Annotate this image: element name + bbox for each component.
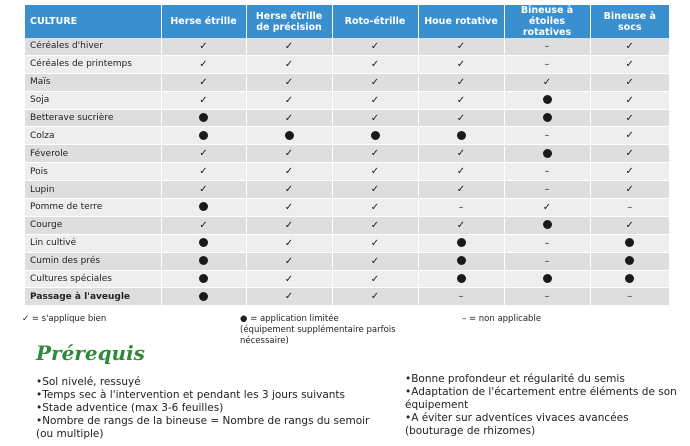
- check-icon: ✓: [199, 94, 208, 106]
- check-icon: ✓: [370, 58, 380, 70]
- table-row: [25, 234, 669, 252]
- table-row: [25, 270, 669, 288]
- check-icon: ✓: [284, 219, 294, 231]
- table-body: [25, 38, 669, 306]
- check-icon: ✓: [284, 40, 294, 52]
- applicability-cell: [418, 252, 504, 270]
- applicability-cell: [504, 270, 590, 288]
- check-icon: ✓: [284, 291, 294, 303]
- dash-icon: –: [544, 291, 550, 303]
- applicability-cell: [161, 38, 246, 55]
- check-icon: ✓: [456, 58, 466, 70]
- table-row: [25, 38, 669, 55]
- culture-cell: Lin cultivé: [25, 234, 161, 252]
- check-icon: ✓: [370, 237, 380, 249]
- prerequis-item: •Stade adventice (max 3-6 feuilles): [36, 402, 224, 414]
- check-icon: ✓: [456, 184, 466, 196]
- applicability-cell: [332, 270, 418, 288]
- applicability-cell: [590, 73, 669, 91]
- applicability-cell: [161, 270, 246, 288]
- check-icon: ✓: [456, 112, 466, 124]
- prerequis-item: •Nombre de rangs de la bineuse = Nombre de rangs du semoir (ou multiple): [36, 415, 370, 440]
- applicability-cell: [418, 288, 504, 306]
- applicability-cell: [161, 252, 246, 270]
- applicability-cell: [332, 181, 418, 199]
- applicability-cell: [332, 38, 418, 55]
- check-icon: ✓: [284, 201, 294, 213]
- applicability-cell: [418, 145, 504, 163]
- applicability-cell: [504, 73, 590, 91]
- check-icon: ✓: [199, 76, 208, 88]
- check-icon: ✓: [456, 94, 466, 106]
- check-icon: ✓: [456, 148, 466, 160]
- check-icon: ✓: [284, 76, 294, 88]
- applicability-cell: [332, 216, 418, 234]
- legend-limited-application: [240, 314, 430, 347]
- limited-dot-icon: [625, 238, 634, 247]
- dash-icon: –: [544, 40, 550, 52]
- applicability-cell: [332, 145, 418, 163]
- applicability-cell: [504, 145, 590, 163]
- culture-cell: Céréales de printemps: [25, 55, 161, 73]
- applicability-cell: [246, 181, 332, 199]
- check-icon: ✓: [199, 58, 208, 70]
- dash-icon: –: [458, 291, 464, 303]
- applicability-cell: [504, 252, 590, 270]
- limited-dot-icon: [625, 256, 634, 265]
- check-icon: ✓: [284, 237, 294, 249]
- applicability-cell: [246, 55, 332, 73]
- check-icon: ✓: [370, 94, 380, 106]
- applicability-cell: [161, 109, 246, 127]
- applicability-cell: [246, 73, 332, 91]
- applicability-cell: [418, 91, 504, 109]
- applicability-cell: [590, 199, 669, 217]
- check-icon: ✓: [199, 148, 208, 160]
- check-icon: ✓: [370, 112, 380, 124]
- compatibility-table: [25, 5, 669, 306]
- limited-dot-icon: [285, 131, 294, 140]
- limited-dot-icon: [543, 113, 552, 122]
- applicability-cell: [504, 163, 590, 181]
- column-header: Houe rotative: [418, 5, 504, 38]
- applicability-cell: [332, 252, 418, 270]
- applicability-cell: [161, 216, 246, 234]
- applicability-cell: [246, 145, 332, 163]
- check-icon: ✓: [370, 40, 380, 52]
- table-row: [25, 288, 669, 306]
- applicability-cell: [418, 181, 504, 199]
- culture-cell: Soja: [25, 91, 161, 109]
- dash-icon: –: [544, 166, 550, 178]
- check-icon: ✓: [370, 291, 380, 303]
- check-icon: ✓: [370, 255, 380, 267]
- applicability-cell: [246, 91, 332, 109]
- table-row: [25, 91, 669, 109]
- limited-dot-icon: [199, 292, 208, 301]
- applicability-cell: [246, 127, 332, 145]
- legend-not-applicable: – = non applicable: [462, 314, 542, 324]
- check-icon: ✓: [625, 130, 634, 142]
- dash-icon: –: [458, 201, 464, 213]
- check-icon: ✓: [370, 148, 380, 160]
- culture-cell: Féverole: [25, 145, 161, 163]
- limited-dot-icon: [457, 274, 466, 283]
- check-icon: ✓: [284, 184, 294, 196]
- limited-dot-icon: [543, 220, 552, 229]
- applicability-cell: [161, 163, 246, 181]
- applicability-cell: [504, 127, 590, 145]
- dash-icon: –: [544, 58, 550, 70]
- table-row: [25, 252, 669, 270]
- check-icon: ✓: [284, 58, 294, 70]
- applicability-cell: [504, 55, 590, 73]
- applicability-cell: [332, 91, 418, 109]
- limited-dot-icon: [199, 256, 208, 265]
- check-icon: ✓: [284, 255, 294, 267]
- check-icon: ✓: [284, 112, 294, 124]
- table-row: [25, 145, 669, 163]
- limited-dot-icon: [199, 131, 208, 140]
- applicability-cell: [504, 216, 590, 234]
- applicability-cell: [246, 199, 332, 217]
- table-row: [25, 109, 669, 127]
- table-row: [25, 127, 669, 145]
- limited-dot-icon: [457, 131, 466, 140]
- applicability-cell: [504, 288, 590, 306]
- check-icon: ✓: [370, 273, 380, 285]
- limited-dot-icon: [543, 274, 552, 283]
- limited-dot-icon: [543, 149, 552, 158]
- applicability-cell: [332, 73, 418, 91]
- limited-dot-icon: [199, 113, 208, 122]
- applicability-cell: [590, 234, 669, 252]
- applicability-cell: [418, 199, 504, 217]
- check-icon: ✓: [625, 166, 634, 178]
- applicability-cell: [246, 109, 332, 127]
- applicability-cell: [418, 73, 504, 91]
- limited-dot-icon: [199, 274, 208, 283]
- prerequis-item: •A éviter sur adventices vivaces avancées (bouturage de rhizomes): [405, 412, 629, 437]
- culture-cell: Pois: [25, 163, 161, 181]
- applicability-cell: [590, 288, 669, 306]
- check-icon: ✓: [625, 184, 634, 196]
- check-icon: ✓: [284, 94, 294, 106]
- applicability-cell: [504, 91, 590, 109]
- column-header: Herse étrille: [161, 5, 246, 38]
- compatibility-table-container: [25, 5, 669, 306]
- applicability-cell: [418, 234, 504, 252]
- prerequis-item: •Bonne profondeur et régularité du semis: [405, 373, 625, 385]
- check-icon: ✓: [370, 219, 380, 231]
- applicability-cell: [590, 109, 669, 127]
- applicability-cell: [161, 55, 246, 73]
- culture-cell: Colza: [25, 127, 161, 145]
- applicability-cell: [161, 199, 246, 217]
- applicability-cell: [246, 270, 332, 288]
- check-icon: ✓: [284, 273, 294, 285]
- limited-dot-icon: [625, 274, 634, 283]
- applicability-cell: [504, 199, 590, 217]
- applicability-cell: [332, 288, 418, 306]
- check-icon: ✓: [625, 112, 634, 124]
- culture-cell: Pomme de terre: [25, 199, 161, 217]
- check-icon: ✓: [456, 166, 466, 178]
- limited-dot-icon: [199, 202, 208, 211]
- check-icon: ✓: [456, 219, 466, 231]
- table-row: [25, 216, 669, 234]
- applicability-cell: [418, 127, 504, 145]
- applicability-cell: [590, 145, 669, 163]
- culture-cell: Cultures spéciales: [25, 270, 161, 288]
- applicability-cell: [161, 181, 246, 199]
- applicability-cell: [590, 270, 669, 288]
- dash-icon: –: [627, 291, 633, 303]
- applicability-cell: [418, 270, 504, 288]
- table-header-row: [25, 5, 669, 38]
- prerequis-title: Prérequis: [36, 341, 145, 365]
- applicability-cell: [590, 55, 669, 73]
- applicability-cell: [418, 109, 504, 127]
- applicability-cell: [418, 55, 504, 73]
- applicability-cell: [418, 38, 504, 55]
- applicability-cell: [246, 163, 332, 181]
- applicability-cell: [332, 234, 418, 252]
- column-header: Roto-étrille: [332, 5, 418, 38]
- legend-limited-line: nécessaire): [240, 336, 289, 346]
- applicability-cell: [504, 109, 590, 127]
- check-icon: ✓: [370, 166, 380, 178]
- limited-dot-icon: [371, 131, 380, 140]
- applicability-cell: [161, 288, 246, 306]
- check-icon: ✓: [625, 76, 634, 88]
- culture-cell: Courge: [25, 216, 161, 234]
- prerequis-list-right: [405, 373, 685, 438]
- check-icon: ✓: [542, 76, 552, 88]
- applicability-cell: [504, 38, 590, 55]
- applicability-cell: [332, 199, 418, 217]
- check-icon: ✓: [199, 219, 208, 231]
- applicability-cell: [161, 145, 246, 163]
- dash-icon: –: [627, 201, 633, 213]
- applicability-cell: [246, 288, 332, 306]
- applicability-cell: [332, 55, 418, 73]
- applicability-cell: [332, 127, 418, 145]
- applicability-cell: [504, 234, 590, 252]
- table-row: [25, 199, 669, 217]
- applicability-cell: [590, 163, 669, 181]
- check-icon: ✓: [199, 184, 208, 196]
- culture-cell: Céréales d'hiver: [25, 38, 161, 55]
- check-icon: ✓: [370, 76, 380, 88]
- applicability-cell: [246, 234, 332, 252]
- applicability-cell: [590, 216, 669, 234]
- applicability-cell: [418, 163, 504, 181]
- prerequis-item: •Sol nivelé, ressuyé: [36, 376, 141, 388]
- dash-icon: –: [544, 237, 550, 249]
- applicability-cell: [246, 38, 332, 55]
- applicability-cell: [332, 163, 418, 181]
- applicability-cell: [590, 91, 669, 109]
- applicability-cell: [590, 181, 669, 199]
- check-icon: ✓: [370, 201, 380, 213]
- check-icon: ✓: [284, 166, 294, 178]
- culture-cell: Lupin: [25, 181, 161, 199]
- check-icon: ✓: [284, 148, 294, 160]
- prerequis-item: •Adaptation de l'écartement entre éléments de son équipement: [405, 386, 677, 411]
- applicability-cell: [418, 216, 504, 234]
- legend-limited-line: (équipement supplémentaire parfois: [240, 325, 396, 335]
- column-header: Herse étrille de précision: [246, 5, 332, 38]
- culture-cell: Passage à l'aveugle: [25, 288, 161, 306]
- table-row: [25, 163, 669, 181]
- applicability-cell: [161, 73, 246, 91]
- applicability-cell: [504, 181, 590, 199]
- check-icon: ✓: [456, 76, 466, 88]
- culture-cell: Betterave sucrière: [25, 109, 161, 127]
- applicability-cell: [161, 127, 246, 145]
- table-row: [25, 55, 669, 73]
- applicability-cell: [590, 127, 669, 145]
- table-row: [25, 181, 669, 199]
- check-icon: ✓: [199, 166, 208, 178]
- prerequis-item: •Temps sec à l'intervention et pendant les 3 jours suivants: [36, 389, 346, 401]
- check-icon: ✓: [370, 184, 380, 196]
- column-header: Bineuse à socs: [590, 5, 669, 38]
- dash-icon: –: [544, 130, 550, 142]
- applicability-cell: [246, 216, 332, 234]
- prerequis-list-left: [36, 376, 376, 441]
- check-icon: ✓: [625, 219, 634, 231]
- applicability-cell: [161, 91, 246, 109]
- check-icon: ✓: [625, 94, 634, 106]
- limited-dot-icon: [543, 95, 552, 104]
- dash-icon: –: [544, 255, 550, 267]
- column-header: Bineuse à étoiles rotatives: [504, 5, 590, 38]
- applicability-cell: [590, 252, 669, 270]
- legend-applies-well: ✓ = s'applique bien: [22, 314, 107, 324]
- applicability-cell: [590, 38, 669, 55]
- culture-cell: Cumin des prés: [25, 252, 161, 270]
- check-icon: ✓: [199, 40, 208, 52]
- column-header: CULTURE: [25, 5, 161, 38]
- applicability-cell: [246, 252, 332, 270]
- check-icon: ✓: [456, 40, 466, 52]
- limited-dot-icon: [199, 238, 208, 247]
- limited-dot-icon: [457, 256, 466, 265]
- limited-dot-icon: [457, 238, 466, 247]
- applicability-cell: [332, 109, 418, 127]
- legend-limited-line: ● = application limitée: [240, 314, 339, 324]
- check-icon: ✓: [625, 148, 634, 160]
- dash-icon: –: [544, 184, 550, 196]
- check-icon: ✓: [542, 201, 552, 213]
- culture-cell: Maïs: [25, 73, 161, 91]
- table-row: [25, 73, 669, 91]
- check-icon: ✓: [625, 40, 634, 52]
- check-icon: ✓: [625, 58, 634, 70]
- applicability-cell: [161, 234, 246, 252]
